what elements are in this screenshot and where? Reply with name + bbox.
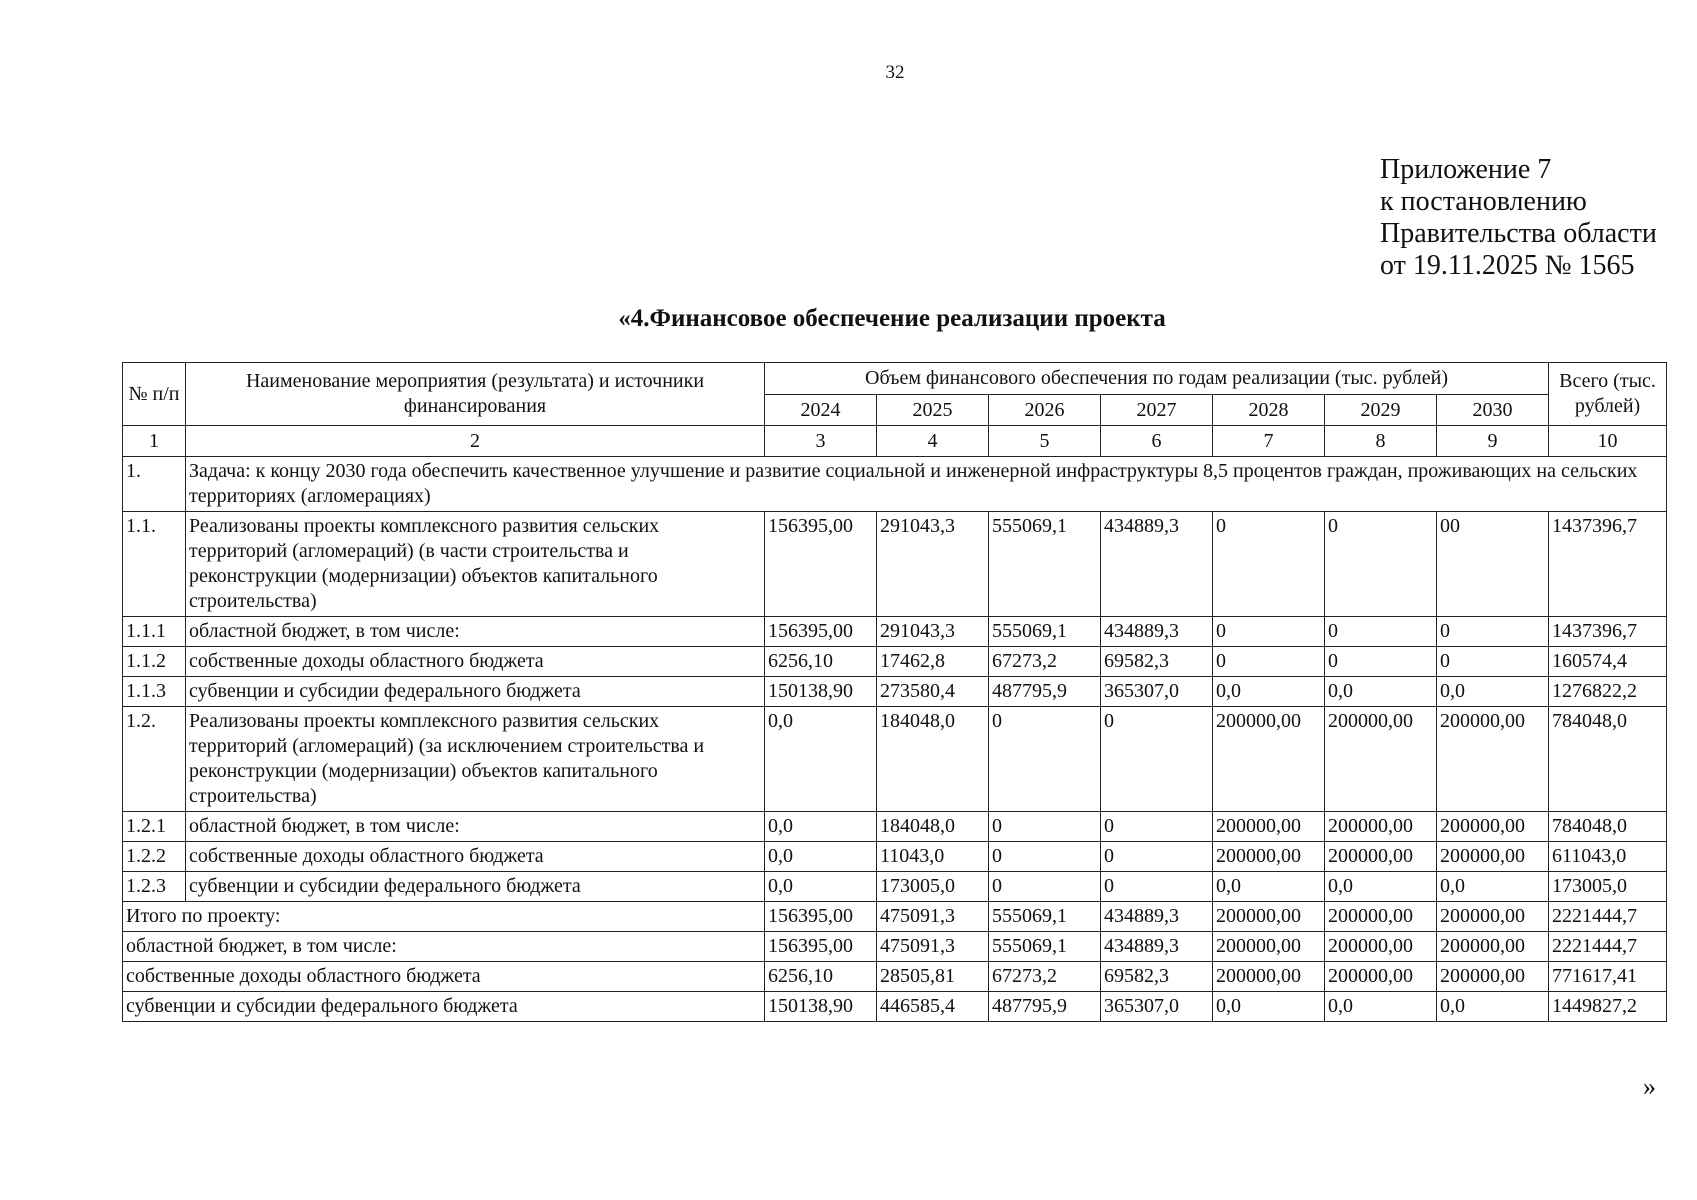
column-number: 6: [1101, 426, 1213, 457]
row-value: 184048,0: [877, 812, 989, 842]
total-value: 200000,00: [1325, 932, 1437, 962]
row-value: 156395,00: [765, 617, 877, 647]
row-value: 0: [989, 707, 1101, 812]
row-value: 365307,0: [1101, 677, 1213, 707]
total-value: 555069,1: [989, 902, 1101, 932]
row-value: 1437396,7: [1549, 617, 1667, 647]
header-name: Наименование мероприятия (результата) и источники финансирования: [186, 363, 765, 426]
row-value: 0: [1101, 872, 1213, 902]
row-value: 17462,8: [877, 647, 989, 677]
total-value: 200000,00: [1437, 962, 1549, 992]
row-value: 1276822,2: [1549, 677, 1667, 707]
row-value: 273580,4: [877, 677, 989, 707]
row-value: 434889,3: [1101, 617, 1213, 647]
total-row: [123, 902, 1667, 932]
appendix-line: от 19.11.2025 № 1565: [1380, 250, 1635, 281]
task-text: Задача: к концу 2030 года обеспечить качественное улучшение и развитие социальной и инженерной инфраструктуры 8,5 процентов граждан, проживающих на сельских территориях (агломерациях): [186, 457, 1667, 512]
header-year: 2028: [1213, 395, 1325, 426]
header-volume: Объем финансового обеспечения по годам реализации (тыс. рублей): [765, 363, 1549, 395]
row-value: 555069,1: [989, 512, 1101, 617]
total-value: 200000,00: [1213, 902, 1325, 932]
total-value: 200000,00: [1325, 902, 1437, 932]
row-value: 0: [989, 812, 1101, 842]
row-value: 69582,3: [1101, 647, 1213, 677]
total-value: 28505,81: [877, 962, 989, 992]
appendix-block: [1380, 154, 1657, 282]
header-total: Всего (тыс. рублей): [1549, 363, 1667, 426]
column-number: 9: [1437, 426, 1549, 457]
appendix-line: к постановлению: [1380, 186, 1587, 217]
row-value: 0: [1101, 842, 1213, 872]
row-value: 0: [1437, 647, 1549, 677]
total-value: 487795,9: [989, 992, 1101, 1022]
row-value: 6256,10: [765, 647, 877, 677]
row-value: 173005,0: [1549, 872, 1667, 902]
total-value: 434889,3: [1101, 932, 1213, 962]
task-row: [123, 457, 1667, 512]
row-num: 1.2.2: [123, 842, 186, 872]
task-num: 1.: [123, 457, 186, 512]
financing-table: [122, 362, 1667, 1022]
row-num: 1.2.3: [123, 872, 186, 902]
row-value: 291043,3: [877, 512, 989, 617]
row-value: 200000,00: [1213, 812, 1325, 842]
column-number: 7: [1213, 426, 1325, 457]
row-value: 0,0: [1325, 872, 1437, 902]
row-value: 200000,00: [1437, 842, 1549, 872]
total-value: 555069,1: [989, 932, 1101, 962]
total-label: собственные доходы областного бюджета: [123, 962, 765, 992]
row-value: 173005,0: [877, 872, 989, 902]
row-value: 0: [1325, 647, 1437, 677]
header-year: 2030: [1437, 395, 1549, 426]
column-numbers-row: [123, 426, 1667, 457]
total-value: 156395,00: [765, 932, 877, 962]
table-row: [123, 617, 1667, 647]
appendix-line: Правительства области: [1380, 218, 1657, 249]
header-num: № п/п: [123, 363, 186, 426]
total-value: 0,0: [1437, 992, 1549, 1022]
column-number: 2: [186, 426, 765, 457]
row-value: 0,0: [765, 812, 877, 842]
header-year: 2024: [765, 395, 877, 426]
closing-quote: »: [1643, 1072, 1656, 1101]
header-year: 2029: [1325, 395, 1437, 426]
row-name: субвенции и субсидии федерального бюджета: [186, 872, 765, 902]
total-value: 0,0: [1325, 992, 1437, 1022]
total-value: 156395,00: [765, 902, 877, 932]
total-value: 69582,3: [1101, 962, 1213, 992]
row-value: 0: [1213, 647, 1325, 677]
total-value: 446585,4: [877, 992, 989, 1022]
table-row: [123, 677, 1667, 707]
total-value: 475091,3: [877, 902, 989, 932]
row-num: 1.1.: [123, 512, 186, 617]
row-num: 1.1.1: [123, 617, 186, 647]
row-value: 11043,0: [877, 842, 989, 872]
row-value: 200000,00: [1325, 842, 1437, 872]
row-value: 784048,0: [1549, 812, 1667, 842]
row-value: 0,0: [1213, 872, 1325, 902]
row-num: 1.1.3: [123, 677, 186, 707]
total-label: субвенции и субсидии федерального бюджета: [123, 992, 765, 1022]
row-value: 160574,4: [1549, 647, 1667, 677]
row-value: 200000,00: [1325, 812, 1437, 842]
row-value: 0: [1437, 617, 1549, 647]
row-value: 0: [989, 872, 1101, 902]
table-row: [123, 812, 1667, 842]
total-value: 0,0: [1213, 992, 1325, 1022]
table-row: [123, 842, 1667, 872]
row-value: 0: [989, 842, 1101, 872]
column-number: 8: [1325, 426, 1437, 457]
row-value: 156395,00: [765, 512, 877, 617]
total-value: 6256,10: [765, 962, 877, 992]
row-value: 0,0: [1437, 677, 1549, 707]
total-value: 1449827,2: [1549, 992, 1667, 1022]
row-name: областной бюджет, в том числе:: [186, 617, 765, 647]
table-row: [123, 512, 1667, 617]
row-value: 200000,00: [1437, 707, 1549, 812]
row-name: субвенции и субсидии федерального бюджета: [186, 677, 765, 707]
table-row: [123, 707, 1667, 812]
row-value: 487795,9: [989, 677, 1101, 707]
row-value: 0,0: [765, 842, 877, 872]
row-num: 1.2.1: [123, 812, 186, 842]
column-number: 1: [123, 426, 186, 457]
header-row: [123, 363, 1667, 395]
row-value: 200000,00: [1213, 842, 1325, 872]
row-value: 67273,2: [989, 647, 1101, 677]
row-value: 0,0: [765, 707, 877, 812]
total-value: 200000,00: [1325, 962, 1437, 992]
row-value: 291043,3: [877, 617, 989, 647]
row-num: 1.2.: [123, 707, 186, 812]
row-value: 555069,1: [989, 617, 1101, 647]
row-value: 1437396,7: [1549, 512, 1667, 617]
total-value: 200000,00: [1437, 902, 1549, 932]
total-value: 67273,2: [989, 962, 1101, 992]
page-number: 32: [885, 62, 905, 83]
total-row: [123, 992, 1667, 1022]
total-value: 365307,0: [1101, 992, 1213, 1022]
row-value: 00: [1437, 512, 1549, 617]
total-value: 200000,00: [1437, 932, 1549, 962]
row-value: 200000,00: [1437, 812, 1549, 842]
total-value: 150138,90: [765, 992, 877, 1022]
row-value: 434889,3: [1101, 512, 1213, 617]
total-value: 200000,00: [1213, 932, 1325, 962]
column-number: 4: [877, 426, 989, 457]
row-num: 1.1.2: [123, 647, 186, 677]
row-name: Реализованы проекты комплексного развития сельских территорий (агломераций) (за исключением строительства и реконструкции (модернизации) объектов капитального строительства): [186, 707, 765, 812]
row-value: 0: [1213, 617, 1325, 647]
total-value: 200000,00: [1213, 962, 1325, 992]
total-value: 2221444,7: [1549, 932, 1667, 962]
table-row: [123, 647, 1667, 677]
total-label: областной бюджет, в том числе:: [123, 932, 765, 962]
total-label: Итого по проекту:: [123, 902, 765, 932]
row-name: областной бюджет, в том числе:: [186, 812, 765, 842]
row-value: 0,0: [1437, 872, 1549, 902]
row-value: 0: [1101, 707, 1213, 812]
row-name: собственные доходы областного бюджета: [186, 647, 765, 677]
column-number: 3: [765, 426, 877, 457]
row-value: 0,0: [765, 872, 877, 902]
total-value: 434889,3: [1101, 902, 1213, 932]
row-value: 0: [1325, 512, 1437, 617]
row-value: 0: [1213, 512, 1325, 617]
row-name: Реализованы проекты комплексного развития сельских территорий (агломераций) (в части строительства и реконструкции (модернизации) объектов капитального строительства): [186, 512, 765, 617]
row-name: собственные доходы областного бюджета: [186, 842, 765, 872]
header-year: 2026: [989, 395, 1101, 426]
row-value: 611043,0: [1549, 842, 1667, 872]
row-value: 184048,0: [877, 707, 989, 812]
total-row: [123, 932, 1667, 962]
header-year: 2025: [877, 395, 989, 426]
row-value: 0,0: [1213, 677, 1325, 707]
header-year: 2027: [1101, 395, 1213, 426]
row-value: 784048,0: [1549, 707, 1667, 812]
table-row: [123, 872, 1667, 902]
column-number: 5: [989, 426, 1101, 457]
row-value: 200000,00: [1213, 707, 1325, 812]
column-number: 10: [1549, 426, 1667, 457]
total-row: [123, 962, 1667, 992]
row-value: 200000,00: [1325, 707, 1437, 812]
document-title: «4.Финансовое обеспечение реализации проекта: [618, 305, 1166, 332]
row-value: 0,0: [1325, 677, 1437, 707]
row-value: 0: [1325, 617, 1437, 647]
total-value: 2221444,7: [1549, 902, 1667, 932]
row-value: 150138,90: [765, 677, 877, 707]
row-value: 0: [1101, 812, 1213, 842]
total-value: 475091,3: [877, 932, 989, 962]
total-value: 771617,41: [1549, 962, 1667, 992]
appendix-line: Приложение 7: [1380, 154, 1552, 185]
